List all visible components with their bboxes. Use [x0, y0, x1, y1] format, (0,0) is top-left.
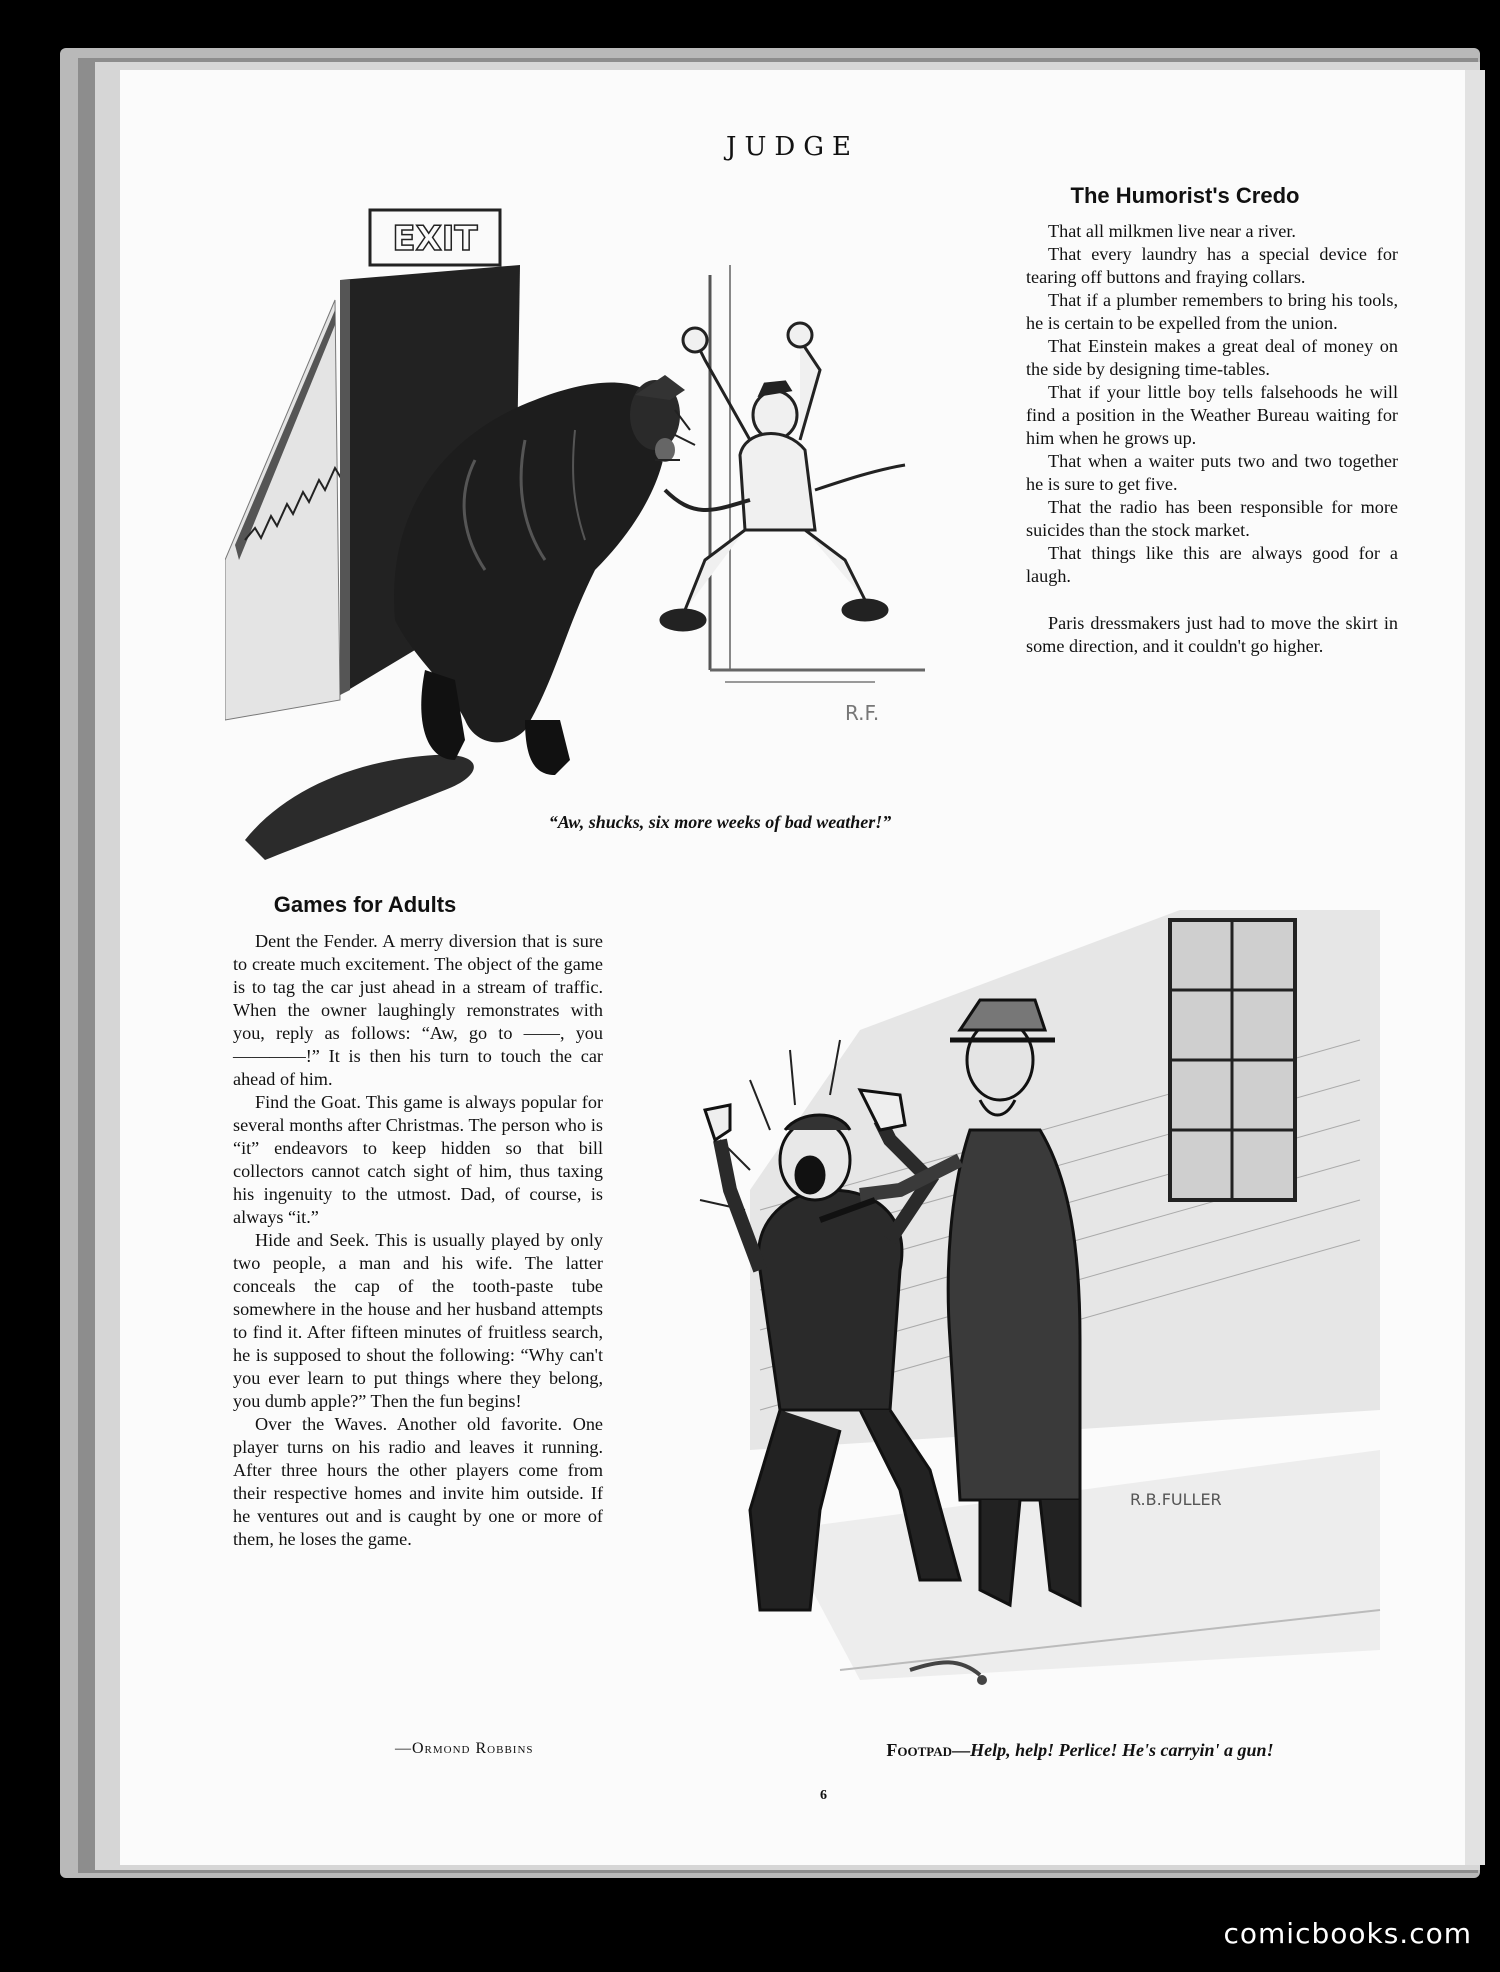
credo-line: That the radio has been responsible for more suicides than the stock market.	[1026, 497, 1398, 540]
games-for-adults-text	[233, 930, 603, 1551]
credo-line: That when a waiter puts two and two together he is sure to get five.	[1026, 451, 1398, 494]
credo-line: That if your little boy tells falsehoods he will find a position in the Weather Bureau waiting for him when he grows up.	[1026, 382, 1398, 448]
dressmaker-joke: Paris dressmakers just had to move the skirt in some direction, and it couldn't go higher.	[1026, 613, 1398, 656]
author-byline: —Ormond Robbins	[395, 1740, 534, 1757]
artist-signature: R.B.FULLER	[1130, 1490, 1222, 1509]
game-paragraph: Hide and Seek. This is usually played by only two people, a man and his wife. The latter conceals the cap of the tooth-paste tube somewhere in the house and her husband attempts to find it. After fifteen minutes of fruitless search, he is supposed to shout the following: “Why can't you ever learn to put things where they belong, you dumb apple?” Then the fun begins!	[233, 1230, 603, 1411]
game-paragraph: Find the Goat. This game is always popular for several months after Christmas. The person who is “it” endeavors to keep hidden so that bill collectors cannot catch sight of him, thus taxing his ingenuity to the utmost. Dad, of course, is always “it.”	[233, 1092, 603, 1227]
humorist-credo-text	[1026, 220, 1398, 658]
game-paragraph: Over the Waves. Another old favorite. One player turns on his radio and leaves it running. After three hours the other players come from their respective homes and invite him outside. If he ventures out and is caught by one or more of them, he loses the game.	[233, 1414, 603, 1549]
fleeing-man-figure	[655, 323, 905, 630]
magazine-page	[120, 70, 1465, 1865]
games-for-adults-heading: Games for Adults	[273, 892, 457, 917]
page-number: 6	[820, 1788, 827, 1803]
caption-speaker: Footpad—	[886, 1740, 971, 1760]
credo-line: That every laundry has a special device for tearing off buttons and fraying collars.	[1026, 244, 1398, 287]
svg-text:R.F.: R.F.	[845, 701, 880, 725]
game-paragraph: Dent the Fender. A merry diversion that is sure to create much excitement. The object of the game is to tag the car just ahead in a stream of traffic. When the owner laughingly remonstrates with you, reply as follows: “Aw, go to ——, you ————!” It is then his turn to touch the car ahead of him.	[233, 931, 603, 1089]
exit-sign-text: EXIT	[392, 219, 478, 259]
credo-line: That if a plumber remembers to bring his tools, he is certain to be expelled from the union.	[1026, 290, 1398, 333]
credo-line: That things like this are always good for a laugh.	[1026, 543, 1398, 586]
credo-line: That all milkmen live near a river.	[1048, 221, 1296, 241]
masthead: JUDGE	[726, 132, 859, 162]
cartoon-footpad-illustration	[660, 890, 1420, 1740]
humorist-credo-heading: The Humorist's Credo	[1070, 183, 1300, 208]
cartoon1-caption: “Aw, shucks, six more weeks of bad weather!”	[548, 812, 892, 832]
watermark: comicbooks.com	[1223, 1917, 1472, 1950]
credo-line: That Einstein makes a great deal of money on the side by designing time-tables.	[1026, 336, 1398, 379]
caption-quote: Help, help! Perlice! He's carryin' a gun!	[970, 1740, 1274, 1760]
cartoon2-caption	[760, 1740, 1400, 1761]
cartoon-gorilla-illustration	[225, 200, 1125, 900]
